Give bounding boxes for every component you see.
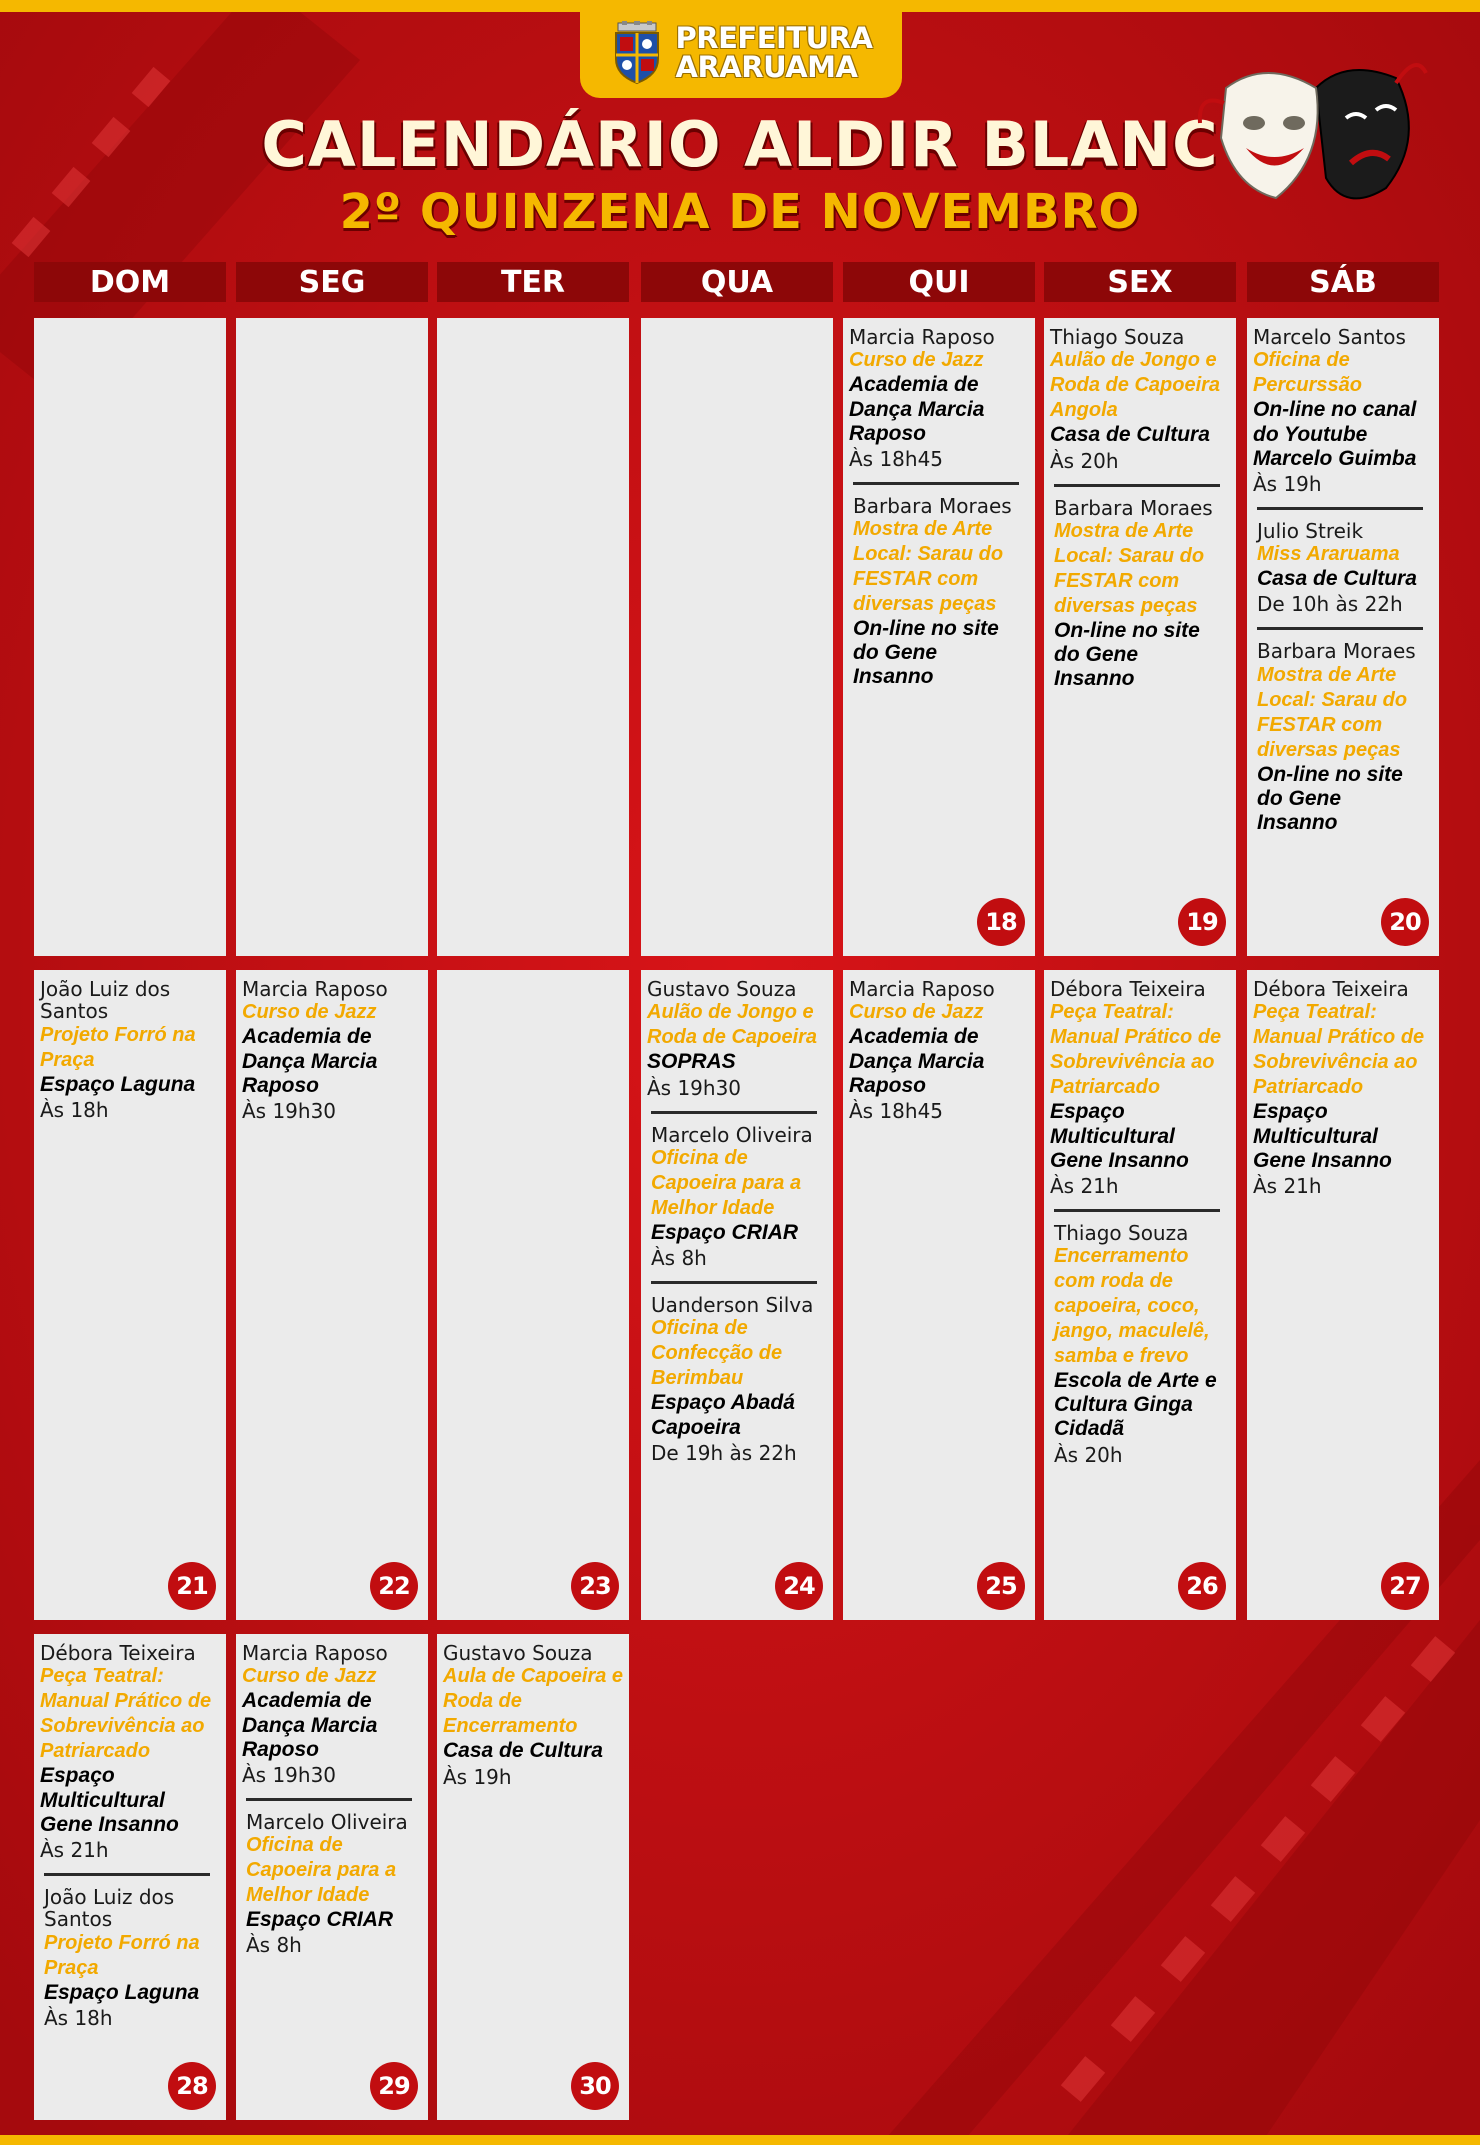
day-events [242, 978, 424, 1134]
calendar-day-cell [34, 970, 226, 1620]
event-artist: Marcia Raposo [242, 1641, 388, 1665]
calendar-day-cell [843, 970, 1035, 1620]
day-header: SEX [1044, 262, 1236, 302]
day-header: SEG [236, 262, 428, 302]
event-activity: Curso de Jazz [849, 1001, 984, 1024]
day-events [1253, 978, 1435, 1209]
event-time: Às 19h [443, 1764, 512, 1789]
event-activity: Encerramento com roda de capoeira, coco, jango, maculelê, samba e frevo [1054, 1245, 1210, 1368]
calendar-day-cell [1247, 318, 1439, 956]
event-entry [1257, 627, 1423, 845]
event-place: Espaço CRIAR [651, 1220, 799, 1244]
event-artist: Thiago Souza [1050, 325, 1185, 349]
logo-text-line2: ARARUAMA [675, 50, 858, 84]
day-number-badge: 19 [1178, 898, 1226, 946]
event-activity: Miss Araruama [1257, 543, 1400, 566]
event-artist: Marcia Raposo [242, 977, 388, 1001]
event-artist: Marcelo Santos [1253, 325, 1406, 349]
event-entry [1257, 507, 1423, 628]
day-header: QUI [843, 262, 1035, 302]
event-activity: Mostra de Arte Local: Sarau do FESTAR com diversas peças [1257, 663, 1408, 761]
event-entry [242, 1642, 424, 1798]
event-activity: Mostra de Arte Local: Sarau do FESTAR com diversas peças [853, 518, 1004, 616]
event-activity: Oficina de Confecção de Berimbau [651, 1317, 783, 1390]
day-events [1050, 326, 1232, 701]
day-number-badge: 30 [571, 2062, 619, 2110]
calendar-day-cell [1044, 970, 1236, 1620]
event-time: Às 18h [44, 2005, 113, 2030]
theater-masks-icon [1196, 48, 1432, 218]
logo-text-line1: PREFEITURA [675, 21, 873, 55]
event-artist: Débora Teixeira [1253, 977, 1409, 1001]
day-events [1050, 978, 1232, 1478]
event-artist: Gustavo Souza [443, 1641, 593, 1665]
event-artist: Gustavo Souza [647, 977, 797, 1001]
event-entry [853, 482, 1019, 700]
event-entry [1050, 978, 1232, 1209]
event-place: Espaço CRIAR [246, 1908, 394, 1932]
event-entry [647, 978, 829, 1111]
day-number-badge: 21 [168, 1562, 216, 1610]
day-number-badge: 28 [168, 2062, 216, 2110]
day-events [849, 978, 1031, 1134]
event-activity: Curso de Jazz [242, 1001, 377, 1024]
event-time: Às 20h [1050, 448, 1119, 473]
event-place: On-line no site do Gene Insanno [853, 617, 999, 689]
event-place: On-line no site do Gene Insanno [1257, 762, 1403, 835]
event-artist: Débora Teixeira [40, 1641, 196, 1665]
event-artist: Marcelo Oliveira [246, 1809, 408, 1834]
event-place: Casa de Cultura [1257, 567, 1417, 591]
event-entry [242, 978, 424, 1134]
event-place: Casa de Cultura [443, 1739, 603, 1763]
event-time: Às 20h [1054, 1442, 1123, 1467]
event-time: Às 18h45 [849, 446, 944, 471]
event-place: Espaço Abadá Capoeira [651, 1391, 795, 1439]
event-activity: Peça Teatral: Manual Prático de Sobrevivência ao Patriarcado [40, 1665, 212, 1763]
day-header: QUA [641, 262, 833, 302]
calendar-day-cell [236, 970, 428, 1620]
day-number-badge: 18 [977, 898, 1025, 946]
event-time: Às 18h [40, 1097, 109, 1122]
event-place: Academia de Dança Marcia Raposo [849, 1025, 985, 1097]
day-number-badge: 23 [571, 1562, 619, 1610]
event-artist: Barbara Moraes [1257, 639, 1416, 664]
event-time: Às 21h [1050, 1173, 1119, 1198]
event-place: Espaço Laguna [44, 1980, 200, 2004]
event-artist: Débora Teixeira [1050, 977, 1206, 1001]
day-number-badge: 26 [1178, 1562, 1226, 1610]
event-place: On-line no site do Gene Insanno [1054, 618, 1200, 691]
day-number-badge: 25 [977, 1562, 1025, 1610]
day-number-badge: 24 [775, 1562, 823, 1610]
event-place: Espaço Multicultural Gene Insanno [1050, 1100, 1189, 1172]
event-activity: Oficina de Capoeira para a Melhor Idade [651, 1146, 802, 1219]
event-entry [44, 1873, 210, 2041]
day-number-badge: 22 [370, 1562, 418, 1610]
calendar-day-cell [1044, 318, 1236, 956]
event-entry [246, 1798, 412, 1969]
page-subtitle: 2º QUINZENA DE NOVEMBRO [339, 184, 1141, 240]
event-time: Às 21h [40, 1837, 109, 1862]
event-activity: Mostra de Arte Local: Sarau do FESTAR com diversas peças [1054, 519, 1205, 617]
event-activity: Aulão de Jongo e Roda de Capoeira Angola [1050, 349, 1221, 422]
event-time: Às 8h [246, 1933, 302, 1958]
day-number-badge: 27 [1381, 1562, 1429, 1610]
calendar-day-cell [34, 1634, 226, 2120]
calendar-day-cell [236, 1634, 428, 2120]
calendar-day-cell [1247, 970, 1439, 1620]
event-artist: Marcia Raposo [849, 325, 995, 349]
event-time: Às 19h30 [242, 1762, 337, 1787]
event-time: Às 8h [651, 1246, 707, 1271]
prefeitura-crest-icon [610, 21, 664, 85]
event-time: De 19h às 22h [651, 1440, 797, 1465]
bottom-accent-bar [0, 2135, 1480, 2145]
day-header: TER [437, 262, 629, 302]
calendar-day-cell [641, 970, 833, 1620]
event-place: Espaço Multicultural Gene Insanno [1253, 1100, 1392, 1172]
event-artist: Uanderson Silva [651, 1293, 814, 1318]
event-activity: Peça Teatral: Manual Prático de Sobrevivência ao Patriarcado [1253, 1001, 1425, 1099]
event-activity: Peça Teatral: Manual Prático de Sobrevivência ao Patriarcado [1050, 1001, 1222, 1099]
event-activity: Curso de Jazz [242, 1665, 377, 1688]
prefeitura-logo [580, 8, 902, 98]
event-activity: Aulão de Jongo e Roda de Capoeira [647, 1001, 818, 1049]
day-events [849, 326, 1031, 700]
day-events [443, 1642, 625, 1800]
event-place: SOPRAS [647, 1050, 736, 1074]
event-entry [1050, 326, 1232, 484]
event-activity: Oficina de Percurssão [1253, 349, 1362, 397]
day-number-badge: 20 [1381, 898, 1429, 946]
event-artist: Barbara Moraes [853, 493, 1012, 518]
event-entry [40, 1642, 222, 1873]
event-place: Escola de Arte e Cultura Ginga Cidadã [1054, 1369, 1217, 1441]
day-events [647, 978, 829, 1476]
event-activity: Aula de Capoeira e Roda de Encerramento [443, 1665, 624, 1738]
event-activity: Curso de Jazz [849, 349, 984, 372]
event-place: Academia de Dança Marcia Raposo [242, 1025, 378, 1097]
event-time: Às 21h [1253, 1173, 1322, 1198]
event-artist: Thiago Souza [1054, 1220, 1189, 1245]
event-entry [651, 1281, 817, 1476]
day-events [242, 1642, 424, 1968]
event-place: On-line no canal do Youtube Marcelo Guimba [1253, 398, 1417, 470]
calendar-day-cell [437, 1634, 629, 2120]
event-activity: Oficina de Capoeira para a Melhor Idade [246, 1834, 397, 1907]
day-header: SÁB [1247, 262, 1439, 302]
day-events [40, 978, 222, 1133]
calendar-day-cell [641, 318, 833, 956]
day-events [1253, 326, 1435, 845]
event-entry [1253, 326, 1435, 507]
event-place: Academia de Dança Marcia Raposo [242, 1689, 378, 1761]
event-artist: Barbara Moraes [1054, 495, 1213, 520]
event-entry [849, 326, 1031, 482]
event-activity: Projeto Forró na Praça [40, 1023, 196, 1071]
calendar-day-cell [437, 318, 629, 956]
calendar-day-cell [236, 318, 428, 956]
day-events [40, 1642, 222, 2041]
event-place: Espaço Multicultural Gene Insanno [40, 1764, 179, 1836]
event-time: Às 19h30 [647, 1075, 742, 1100]
calendar-day-cell [437, 970, 629, 1620]
event-artist: João Luiz dos Santos [40, 977, 171, 1024]
event-time: Às 19h30 [242, 1098, 337, 1123]
event-entry [849, 978, 1031, 1134]
event-time: Às 18h45 [849, 1098, 944, 1123]
event-entry [443, 1642, 625, 1800]
event-artist: Marcelo Oliveira [651, 1122, 813, 1147]
calendar-day-cell [843, 318, 1035, 956]
event-place: Academia de Dança Marcia Raposo [849, 373, 985, 445]
calendar-day-cell [34, 318, 226, 956]
event-time: De 10h às 22h [1257, 592, 1403, 617]
event-place: Espaço Laguna [40, 1072, 196, 1096]
event-entry [1253, 978, 1435, 1209]
day-header: DOM [34, 262, 226, 302]
event-artist: João Luiz dos Santos [44, 1884, 175, 1932]
event-entry [1054, 484, 1220, 702]
event-artist: Marcia Raposo [849, 977, 995, 1001]
page-title: CALENDÁRIO ALDIR BLANC [261, 108, 1219, 181]
event-time: Às 19h [1253, 471, 1322, 496]
event-entry [1054, 1209, 1220, 1478]
event-artist: Julio Streik [1257, 518, 1364, 543]
event-activity: Projeto Forró na Praça [44, 1931, 200, 1979]
event-place: Casa de Cultura [1050, 423, 1210, 447]
event-entry [651, 1111, 817, 1282]
event-entry [40, 978, 222, 1133]
day-number-badge: 29 [370, 2062, 418, 2110]
